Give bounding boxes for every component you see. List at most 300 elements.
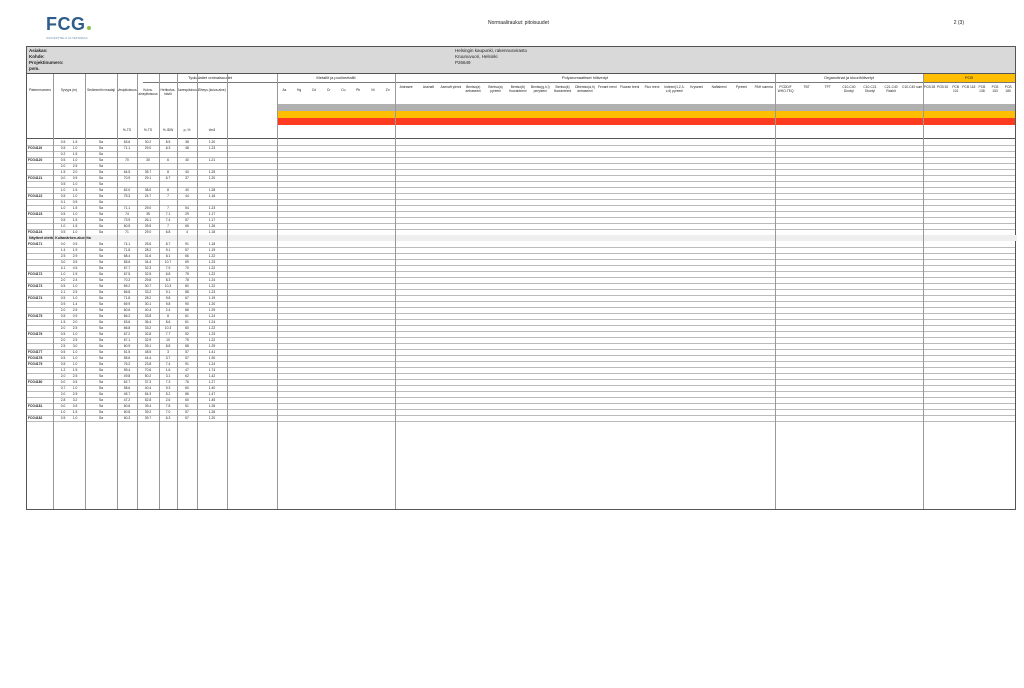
depth-from: 1.5 (60, 170, 66, 174)
sample-id: FCG4176 (28, 332, 43, 336)
property-value: 9.3 (165, 386, 171, 390)
property-value: 68.4 (123, 254, 131, 258)
depth-from: 2.0 (60, 278, 66, 282)
depth-from: 1.0 (60, 410, 66, 414)
property-value: 70 (125, 158, 129, 162)
column-header: Hg (297, 88, 302, 92)
property-value: 1.28 (208, 188, 216, 192)
soil-type: Sa (98, 254, 104, 258)
depth-to: 3.5 (72, 260, 78, 264)
property-value: 32.9 (144, 338, 152, 342)
column-header: Savespitoisuus (177, 88, 200, 92)
depth-from: 2.5 (60, 344, 66, 348)
column-header: Pyreeni (735, 85, 748, 89)
column-header: Pb (356, 88, 361, 92)
depth-to: 2.5 (72, 164, 78, 168)
depth-from: 0.7 (60, 386, 66, 390)
unit-label: %-TS (143, 128, 153, 132)
depth-to: 1.5 (72, 152, 78, 156)
soil-type: Sa (98, 176, 104, 180)
property-value: 1.24 (208, 320, 216, 324)
soil-type: Sa (98, 296, 104, 300)
property-value: 7.1 (165, 212, 171, 216)
depth-from: 0.5 (60, 158, 66, 162)
depth-to: 4.5 (72, 266, 78, 270)
depth-to: 1.9 (72, 248, 78, 252)
property-value: 91 (185, 362, 189, 366)
property-value: 32.8 (144, 332, 152, 336)
column-header: PCDD/F WHO-TEQ (777, 85, 794, 93)
property-value: 67.2 (123, 332, 131, 336)
soil-type: Sa (98, 332, 104, 336)
depth-to: 1.5 (72, 140, 78, 144)
depth-from: 0.5 (60, 356, 66, 360)
depth-from: 1.0 (60, 224, 66, 228)
property-value: 1.22 (208, 272, 216, 276)
property-value: 65.6 (123, 260, 131, 264)
unit-label: %-TS (122, 128, 132, 132)
sample-id: FCG4175 (28, 314, 43, 318)
property-value: 47.2 (123, 398, 131, 402)
soil-type: Sa (98, 230, 104, 234)
depth-to: 2.5 (72, 326, 78, 330)
property-value: 1.17 (208, 212, 216, 216)
property-value: 7.3 (165, 380, 171, 384)
property-value: 57 (185, 356, 189, 360)
depth-to: 1.0 (72, 194, 78, 198)
property-value: 88 (185, 290, 189, 294)
depth-to: 1.0 (72, 350, 78, 354)
column-header: Bentso(a) pyreeni (488, 85, 503, 93)
property-value: 40 (185, 158, 189, 162)
property-value: 1.74 (208, 368, 216, 372)
grid-line (395, 74, 396, 509)
property-value: 60 (185, 398, 189, 402)
column-header: Ni (371, 88, 375, 92)
property-value: 4 (186, 230, 188, 234)
property-value: 61 (185, 320, 189, 324)
property-value: 6 (167, 158, 169, 162)
column-header: PCB 180 (1004, 85, 1012, 93)
sample-id: FCG4171 (28, 242, 43, 246)
group-header: Metallit ja puolimetallit (277, 74, 395, 83)
depth-to: 2.5 (72, 392, 78, 396)
property-value: 55.6 (123, 356, 131, 360)
property-value: 10 (166, 338, 170, 342)
property-value: 62 (185, 374, 189, 378)
depth-from: 0.0 (60, 380, 66, 384)
depth-to: 0.5 (72, 380, 78, 384)
property-value: 28.2 (144, 296, 152, 300)
property-value: 29.0 (144, 146, 152, 150)
group-header: Tyokalatiet ominaisuudet (143, 74, 277, 83)
property-value: 1.20 (208, 176, 216, 180)
property-value: 8.5 (165, 140, 171, 144)
property-value: 1.20 (208, 302, 216, 306)
property-value: 31.6 (144, 254, 152, 258)
depth-from: 0.5 (60, 182, 66, 186)
soil-type: Sa (98, 248, 104, 252)
depth-from: 0.5 (60, 350, 66, 354)
depth-from: 2.0 (60, 164, 66, 168)
property-value: 39.4 (144, 404, 152, 408)
limit-row (277, 111, 1015, 118)
soil-type: Sa (98, 362, 104, 366)
column-header: PCB 101 (952, 85, 960, 93)
property-value: 75.3 (123, 194, 131, 198)
property-value: 76.2 (123, 362, 131, 366)
meta-value: Helsingin kaupunki, rakennusvirasto (455, 48, 528, 53)
soil-type: Sa (98, 266, 104, 270)
column-header: Bentso(a) antraseeni (465, 85, 481, 93)
depth-to: 1.0 (72, 182, 78, 186)
depth-from: 2.0 (60, 392, 66, 396)
property-value: 33.2 (144, 326, 152, 330)
property-value: 67 (185, 296, 189, 300)
depth-to: 1.5 (72, 206, 78, 210)
depth-to: 1.0 (72, 146, 78, 150)
property-value: 1.20 (208, 140, 216, 144)
soil-type: Sa (98, 290, 104, 294)
property-value: 1.24 (208, 314, 216, 318)
property-value: 51.5 (123, 350, 131, 354)
logo-text: FCG (46, 14, 86, 34)
column-header: Fluoran teeni (620, 85, 640, 89)
column-header: Naftaleeni (711, 85, 727, 89)
column-header: Bentso(g,h,i) peryleeni (530, 85, 550, 93)
property-value: 1.41 (208, 350, 216, 354)
soil-type: Sa (98, 404, 104, 408)
soil-type: Sa (98, 158, 104, 162)
property-value: 2.6 (165, 398, 171, 402)
depth-from: 0.0 (60, 176, 66, 180)
property-value: 1.18 (208, 230, 216, 234)
property-value: 32.3 (144, 266, 152, 270)
soil-type: Sa (98, 320, 104, 324)
property-value: 1.24 (208, 362, 216, 366)
soil-type: Sa (98, 368, 104, 372)
results-sheet (26, 46, 1016, 510)
company-logo (46, 14, 91, 40)
soil-type: Sa (98, 164, 104, 168)
property-value: 9.1 (165, 290, 171, 294)
property-value: 1.26 (208, 224, 216, 228)
depth-to: 2.0 (72, 320, 78, 324)
project-info (27, 47, 1015, 74)
property-value: 71.8 (123, 296, 131, 300)
property-value: 10.3 (164, 326, 172, 330)
soil-type: Sa (98, 398, 104, 402)
depth-to: 1.0 (72, 212, 78, 216)
property-value: 60.6 (123, 404, 131, 408)
depth-to: 1.0 (72, 356, 78, 360)
grid-line (177, 74, 178, 509)
sample-id: FCG4178 (28, 356, 43, 360)
depth-to: 1.5 (72, 410, 78, 414)
grid-line (137, 74, 138, 509)
property-value: 48 (185, 146, 189, 150)
property-value: 60.3 (123, 416, 131, 420)
property-value: 67.7 (123, 266, 131, 270)
property-value: 1.23 (208, 332, 216, 336)
property-value: 3.1 (165, 374, 171, 378)
soil-type: Sa (98, 188, 104, 192)
sample-id: FCG4121 (28, 176, 43, 180)
depth-from: 0.5 (60, 314, 66, 318)
property-value: 9.8 (165, 302, 171, 306)
property-value: 54 (185, 206, 189, 210)
depth-from: 0.5 (60, 212, 66, 216)
property-value: 1.19 (208, 296, 216, 300)
property-value: 70.2 (123, 278, 131, 282)
property-value: 1.23 (208, 146, 216, 150)
depth-from: 2.1 (60, 290, 66, 294)
property-value: 29.0 (144, 206, 152, 210)
property-value: 57 (185, 218, 189, 222)
column-header: Vesipitoisuus (117, 88, 137, 92)
property-value: 6.8 (165, 230, 171, 234)
column-header: Tiheys (kuiva-aine) (198, 88, 226, 92)
grid-line (85, 74, 86, 509)
property-value: 5.2 (165, 392, 171, 396)
soil-type: Sa (98, 152, 104, 156)
column-header: C10-C40 Dioctyl (842, 85, 856, 93)
depth-from: 0.5 (60, 296, 66, 300)
property-value: 52 (185, 332, 189, 336)
column-header: C10-C40 sum (901, 85, 923, 89)
depth-from: 0.1 (60, 200, 66, 204)
property-value: 58.6 (123, 386, 131, 390)
property-value: 8.8 (165, 344, 171, 348)
property-value: 7.0 (165, 410, 171, 414)
property-value: 1.6 (165, 368, 171, 372)
depth-from: 2.0 (60, 308, 66, 312)
sample-id: FCG4124 (28, 230, 43, 234)
property-value: 1.23 (208, 290, 216, 294)
group-header: Organotinat ja kloorihiilivetyt (775, 74, 923, 83)
property-value: 66 (185, 254, 189, 258)
depth-to: 0.9 (72, 314, 78, 318)
depth-to: 0.5 (72, 242, 78, 246)
depth-to: 1.0 (72, 362, 78, 366)
property-value: 1.22 (208, 266, 216, 270)
soil-type: Sa (98, 356, 104, 360)
sample-id: FCG4173 (28, 284, 43, 288)
meta-label: Asiakas: (29, 48, 48, 53)
property-value: 39.7 (144, 416, 152, 420)
soil-type: Sa (98, 242, 104, 246)
property-value: 70 (185, 266, 189, 270)
property-value: 74 (125, 212, 129, 216)
property-value: 29.8 (144, 278, 152, 282)
sample-id: FCG4180 (28, 380, 43, 384)
property-value: 8 (167, 170, 169, 174)
property-value: 39.1 (144, 344, 152, 348)
logo-subtitle: SUUNNITTELU JA TEKNIIKKA (46, 36, 88, 40)
column-header: Cr (326, 88, 331, 92)
column-header: Fenant reeni (598, 85, 617, 89)
property-value: 64.5 (123, 170, 131, 174)
depth-to: 1.0 (72, 416, 78, 420)
column-header: Sedimentin maalaji (87, 88, 115, 92)
depth-from: 0.5 (60, 218, 66, 222)
property-value: 61 (185, 314, 189, 318)
property-value: 71.1 (123, 206, 131, 210)
property-value: 75 (185, 338, 189, 342)
grid-line (227, 74, 228, 509)
group-header: PCB (923, 74, 1015, 83)
column-header: Bentso(b) fluoranteeni (509, 85, 527, 93)
sample-id: FCG4181 (28, 404, 43, 408)
depth-to: 3.0 (72, 344, 78, 348)
property-value: 1.23 (208, 206, 216, 210)
property-value: 38.0 (144, 188, 152, 192)
depth-to: 1.4 (72, 302, 78, 306)
property-value: 52.8 (144, 398, 152, 402)
depth-from: 1.5 (60, 320, 66, 324)
property-value: 7 (167, 224, 169, 228)
depth-to: 2.4 (72, 278, 78, 282)
property-value: 7.8 (165, 404, 171, 408)
soil-type: Sa (98, 392, 104, 396)
property-value: 33.8 (144, 314, 152, 318)
property-value: 35.7 (144, 170, 152, 174)
soil-type: Sa (98, 272, 104, 276)
soil-type: Sa (98, 140, 104, 144)
property-value: 62.0 (123, 188, 131, 192)
property-value: 7.7 (165, 332, 171, 336)
depth-to: 2.5 (72, 290, 78, 294)
column-header: C21-C40 Rashit (884, 85, 898, 93)
property-value: 1.29 (208, 308, 216, 312)
column-header: Cu (341, 88, 346, 92)
property-value: 75 (185, 272, 189, 276)
meta-label: pvm. (29, 66, 40, 71)
property-value: 80 (185, 284, 189, 288)
depth-from: 2.8 (60, 398, 66, 402)
column-header: PCB 52 (936, 85, 949, 89)
depth-to: 2.5 (72, 338, 78, 342)
column-header: PAH summa (754, 85, 773, 89)
column-header: TBT (803, 85, 810, 89)
limit-row (277, 104, 1015, 111)
property-value: 44 (185, 194, 189, 198)
depth-from: 1.2 (60, 368, 66, 372)
column-header: Bentso(k) fluoranteeni (553, 85, 572, 93)
property-value: 57 (185, 248, 189, 252)
property-value: 71 (125, 230, 129, 234)
property-value: 30 (146, 158, 150, 162)
property-value: 73.9 (123, 218, 131, 222)
property-value: 38 (185, 140, 189, 144)
soil-type: Sa (98, 146, 104, 150)
property-value: 1.20 (208, 416, 216, 420)
depth-to: 1.0 (72, 296, 78, 300)
property-value: 25.6 (144, 242, 152, 246)
group-header: Polyaromaattiset hiilivedyt (395, 74, 775, 83)
property-value: 91 (185, 242, 189, 246)
sample-id: FCG4174 (28, 296, 43, 300)
property-value: 6.7 (165, 176, 171, 180)
depth-from: 0.2 (60, 152, 66, 156)
meta-value: Kruunuvuori, Helsinki (455, 54, 498, 59)
property-value: 7.4 (165, 218, 171, 222)
property-value: 66.2 (123, 314, 131, 318)
depth-from: 0.5 (60, 416, 66, 420)
sample-id: FCG4172 (28, 272, 43, 276)
depth-to: 1.5 (72, 224, 78, 228)
soil-type: Sa (98, 182, 104, 186)
grid-line (197, 74, 198, 509)
depth-from: 1.0 (60, 272, 66, 276)
depth-to: 1.0 (72, 332, 78, 336)
column-header: PCB 153 (991, 85, 999, 93)
column-header: Dibentso(a,h) antraseeni (575, 85, 595, 93)
soil-type: Sa (98, 380, 104, 384)
property-value: 78 (185, 278, 189, 282)
depth-from: 1.0 (60, 188, 66, 192)
property-value: 8.1 (165, 254, 171, 258)
depth-from: 0.5 (60, 284, 66, 288)
soil-type: Sa (98, 200, 104, 204)
property-value: 9.8 (165, 296, 171, 300)
property-value: 1.23 (208, 260, 216, 264)
soil-type: Sa (98, 410, 104, 414)
property-value: 66.8 (123, 290, 131, 294)
property-value: 69 (185, 260, 189, 264)
property-value: 8.7 (165, 242, 171, 246)
property-value: 1.26 (208, 404, 216, 408)
section-label: Näytteet otettu Kultanärhen-alueelta (27, 235, 1017, 241)
depth-from: 0.0 (60, 242, 66, 246)
depth-from: 2.0 (60, 338, 66, 342)
property-value: 60.5 (123, 224, 131, 228)
depth-to: 1.5 (72, 188, 78, 192)
property-value: 8 (167, 314, 169, 318)
property-value: 57 (185, 410, 189, 414)
property-value: 1.22 (208, 284, 216, 288)
soil-type: Sa (98, 416, 104, 420)
depth-from: 0.5 (60, 146, 66, 150)
depth-to: 2.0 (72, 170, 78, 174)
soil-type: Sa (98, 260, 104, 264)
depth-from: 0.0 (60, 404, 66, 408)
soil-type: Sa (98, 218, 104, 222)
property-value: 23.8 (144, 362, 152, 366)
soil-type: Sa (98, 308, 104, 312)
column-header: Kryseeni (690, 85, 704, 89)
unit-label: %-IDW (162, 128, 174, 132)
property-value: 57 (185, 416, 189, 420)
property-value: 44.4 (144, 356, 152, 360)
property-value: 1.21 (208, 158, 216, 162)
property-value: 40 (185, 188, 189, 192)
column-header: PCB 118 (962, 85, 976, 89)
depth-from: 3.0 (60, 260, 66, 264)
property-value: 32.5 (144, 272, 152, 276)
grid-line (117, 74, 118, 509)
property-value: 65 (185, 224, 189, 228)
property-value: 57 (185, 350, 189, 354)
property-value: 36.4 (144, 320, 152, 324)
meta-label: Kohde: (29, 54, 45, 59)
table-row (27, 415, 1015, 422)
column-header: PCB 28 (923, 85, 936, 89)
grid-line (159, 74, 160, 509)
property-value: 1.24 (208, 278, 216, 282)
property-value: 63.6 (123, 320, 131, 324)
grid-line (277, 74, 278, 509)
